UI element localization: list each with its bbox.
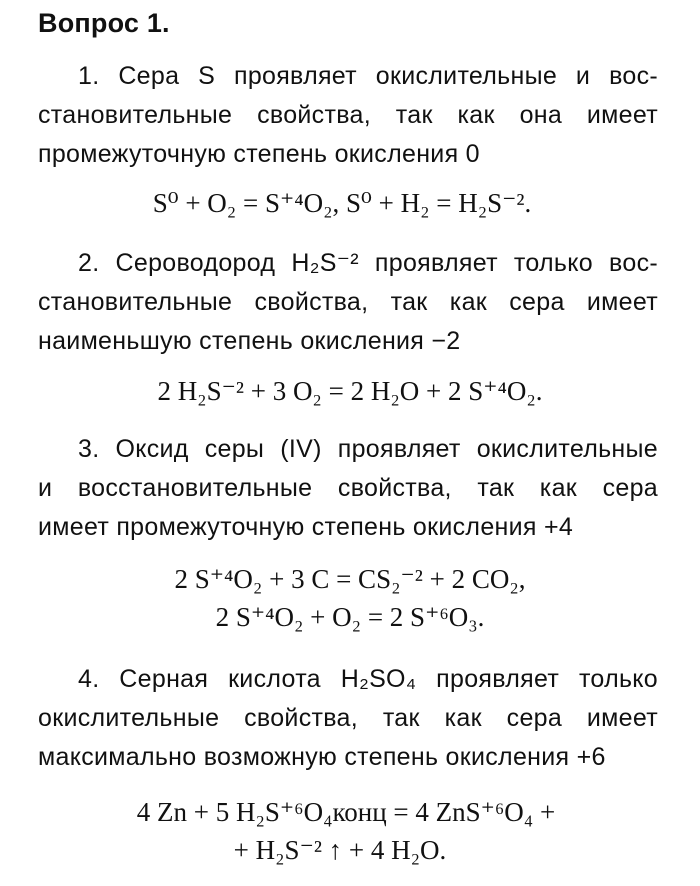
item-3-text [38,430,658,547]
item-3-line-3: имеет промежуточную степень окисления +4 [38,513,574,541]
question-heading: Вопрос 1. [38,8,170,38]
item-3-equation-2: 2 S⁺⁴O₂ + O₂ = 2 S⁺⁶O₃. [215,602,485,632]
item-4-equation-1: 4 Zn + 5 H₂S⁺⁶O₄конц = 4 ZnS⁺⁶O₄ + [136,797,556,827]
item-3-equation-1: 2 S⁺⁴O₂ + 3 C = CS₂⁻² + 2 CO₂, [174,564,526,594]
item-2-line-2: становительные свойства, так как сера имеет [38,288,658,316]
item-3-line-2: и восстановительные свойства, так как сера [38,474,658,502]
item-1-text [38,57,658,174]
item-2-line-3: наименьшую степень окисления −2 [38,327,461,355]
item-4-equation-2: + H₂S⁻² ↑ + 4 H₂O. [233,835,447,865]
item-2-text [38,244,658,361]
item-3-line-1: 3. Оксид серы (IV) проявляет окислительные [78,435,658,463]
item-4-text [38,660,658,777]
item-1-line-2: становительные свойства, так как она имеет [38,101,658,129]
item-2-equation-1: 2 H₂S⁻² + 3 O₂ = 2 H₂O + 2 S⁺⁴O₂. [157,376,543,406]
item-1-equation-1: S⁰ + O₂ = S⁺⁴O₂, S⁰ + H₂ = H₂S⁻². [152,188,532,218]
item-4-line-3: максимально возможную степень окисления +6 [38,743,606,771]
item-1-line-3: промежуточную степень окисления 0 [38,140,480,168]
item-1-line-1: 1. Сера S проявляет окислительные и вос- [78,62,658,90]
item-4-line-1: 4. Серная кислота H₂SO₄ проявляет только [78,665,658,693]
item-2-line-1: 2. Сероводород H₂S⁻² проявляет только вос- [78,249,658,277]
item-4-line-2: окислительные свойства, так как сера имеет [38,704,658,732]
